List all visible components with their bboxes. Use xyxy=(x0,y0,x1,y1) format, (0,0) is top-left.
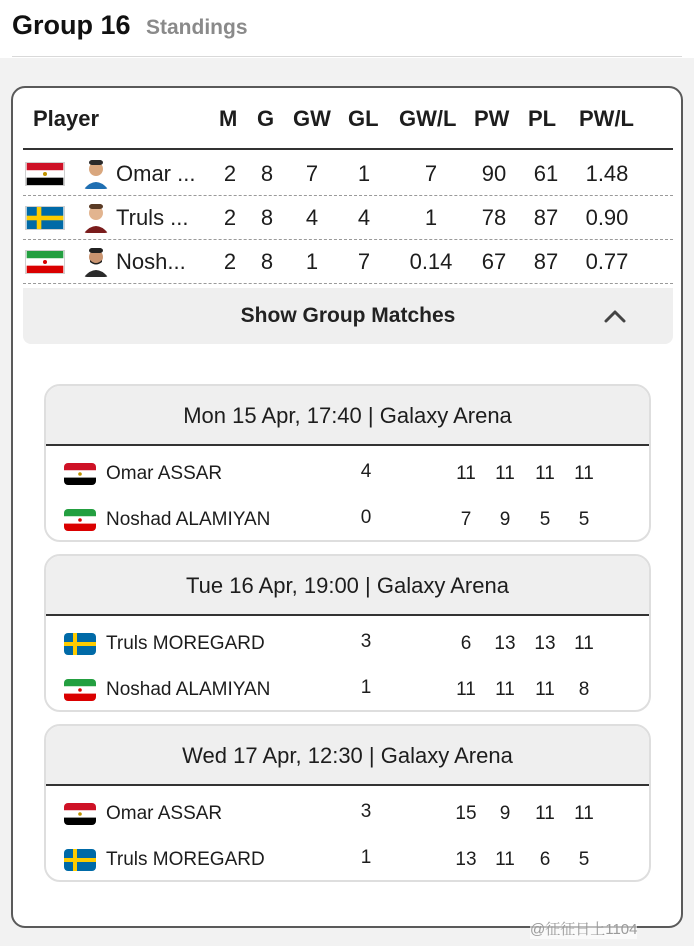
cell-gw: 7 xyxy=(305,161,319,186)
iran-flag-icon xyxy=(64,679,96,701)
cell-gwl: 0.14 xyxy=(409,249,453,274)
game-score: 11 xyxy=(574,463,594,484)
match-score: 0 xyxy=(360,507,372,528)
cell-pw: 78 xyxy=(481,205,507,230)
match-score: 1 xyxy=(360,677,372,698)
standings-table-header xyxy=(23,88,673,150)
col-gl: GL xyxy=(348,106,379,131)
game-score: 13 xyxy=(455,849,477,870)
standings-row[interactable] xyxy=(23,240,673,284)
cell-pl: 87 xyxy=(533,249,559,274)
match-player-name: Noshad ALAMIYAN xyxy=(106,679,271,700)
sweden-flag-icon xyxy=(64,849,96,871)
game-score: 11 xyxy=(535,463,555,484)
cell-pwl: 0.77 xyxy=(585,249,629,274)
cell-pwl: 1.48 xyxy=(585,161,629,186)
cell-pl: 87 xyxy=(533,205,559,230)
game-score: 5 xyxy=(578,509,590,530)
game-score: 6 xyxy=(460,633,472,654)
cell-gwl: 1 xyxy=(424,205,438,230)
cell-pwl: 0.90 xyxy=(585,205,629,230)
match-score: 4 xyxy=(360,461,372,482)
game-score: 5 xyxy=(578,849,590,870)
show-group-matches-toggle[interactable] xyxy=(23,288,673,344)
game-score: 11 xyxy=(495,463,515,484)
standings-row[interactable] xyxy=(23,152,673,196)
cell-pw: 90 xyxy=(481,161,507,186)
cell-gwl: 7 xyxy=(424,161,438,186)
match-header xyxy=(46,726,649,786)
cell-pw: 67 xyxy=(481,249,507,274)
match-score: 3 xyxy=(360,631,372,652)
game-score: 9 xyxy=(499,509,511,530)
match-player-name: Omar ASSAR xyxy=(106,463,223,484)
match-player-row xyxy=(46,450,649,496)
col-pl: PL xyxy=(528,106,557,131)
match-datetime-venue: Wed 17 Apr, 12:30 | Galaxy Arena xyxy=(182,743,513,768)
col-pwl: PW/L xyxy=(579,106,634,131)
chevron-up-icon[interactable] xyxy=(603,306,627,326)
sweden-flag-icon xyxy=(25,206,65,230)
group-matches-panel xyxy=(23,344,673,924)
game-score: 11 xyxy=(495,679,515,700)
player-name[interactable]: Nosh... xyxy=(116,249,186,274)
sweden-flag-icon xyxy=(64,633,96,655)
egypt-flag-icon xyxy=(25,162,65,186)
match-score: 3 xyxy=(360,801,372,822)
header-divider xyxy=(12,56,682,57)
page-header xyxy=(0,0,694,58)
cell-g: 8 xyxy=(260,205,274,230)
cell-g: 8 xyxy=(260,161,274,186)
cell-gl: 1 xyxy=(357,161,371,186)
iran-flag-icon xyxy=(25,250,65,274)
game-score: 11 xyxy=(495,849,515,870)
game-score: 11 xyxy=(456,463,476,484)
match-header xyxy=(46,386,649,446)
game-score: 6 xyxy=(539,849,551,870)
egypt-flag-icon xyxy=(64,463,96,485)
match-card[interactable] xyxy=(44,724,651,882)
game-score: 11 xyxy=(574,803,594,824)
cell-g: 8 xyxy=(260,249,274,274)
match-datetime-venue: Mon 15 Apr, 17:40 | Galaxy Arena xyxy=(183,403,512,428)
match-player-name: Noshad ALAMIYAN xyxy=(106,509,271,530)
match-player-row xyxy=(46,790,649,836)
match-score: 1 xyxy=(360,847,372,868)
game-score: 11 xyxy=(535,679,555,700)
game-score: 5 xyxy=(539,509,551,530)
col-player: Player xyxy=(33,106,100,131)
match-player-name: Omar ASSAR xyxy=(106,803,223,824)
iran-flag-icon xyxy=(64,509,96,531)
game-score: 15 xyxy=(455,803,477,824)
match-player-name: Truls MOREGARD xyxy=(106,633,265,654)
cell-gw: 1 xyxy=(305,249,319,274)
game-score: 11 xyxy=(574,633,594,654)
player-name[interactable]: Truls ... xyxy=(116,205,189,230)
cell-gl: 7 xyxy=(357,249,371,274)
match-player-row xyxy=(46,496,649,542)
cell-gw: 4 xyxy=(305,205,319,230)
game-score: 9 xyxy=(499,803,511,824)
game-score: 13 xyxy=(494,633,516,654)
match-header xyxy=(46,556,649,616)
game-score: 11 xyxy=(535,803,555,824)
col-gwl: GW/L xyxy=(399,106,457,131)
cell-pl: 61 xyxy=(533,161,559,186)
col-g: G xyxy=(257,106,275,131)
cell-m: 2 xyxy=(223,161,237,186)
player-name[interactable]: Omar ... xyxy=(116,161,196,186)
player-avatar-icon xyxy=(83,159,109,189)
game-score: 7 xyxy=(460,509,472,530)
player-avatar-icon xyxy=(83,203,109,233)
match-player-row xyxy=(46,836,649,882)
cell-m: 2 xyxy=(223,205,237,230)
game-score: 13 xyxy=(534,633,556,654)
match-player-name: Truls MOREGARD xyxy=(106,849,265,870)
standings-row[interactable] xyxy=(23,196,673,240)
group-title: Group 16 xyxy=(12,10,131,40)
standings-subtitle: Standings xyxy=(146,16,248,39)
cell-gl: 4 xyxy=(357,205,371,230)
col-m: M xyxy=(219,106,238,131)
watermark: @征征日上1104 xyxy=(530,918,637,939)
player-avatar-icon xyxy=(83,247,109,277)
show-group-matches-label: Show Group Matches xyxy=(240,304,456,327)
match-card[interactable] xyxy=(44,554,651,712)
cell-m: 2 xyxy=(223,249,237,274)
match-card[interactable] xyxy=(44,384,651,542)
match-datetime-venue: Tue 16 Apr, 19:00 | Galaxy Arena xyxy=(186,573,509,598)
match-player-row xyxy=(46,620,649,666)
game-score: 11 xyxy=(456,679,476,700)
standings-card xyxy=(11,86,683,928)
col-pw: PW xyxy=(474,106,510,131)
egypt-flag-icon xyxy=(64,803,96,825)
col-gw: GW xyxy=(293,106,331,131)
game-score: 8 xyxy=(578,679,590,700)
match-player-row xyxy=(46,666,649,712)
